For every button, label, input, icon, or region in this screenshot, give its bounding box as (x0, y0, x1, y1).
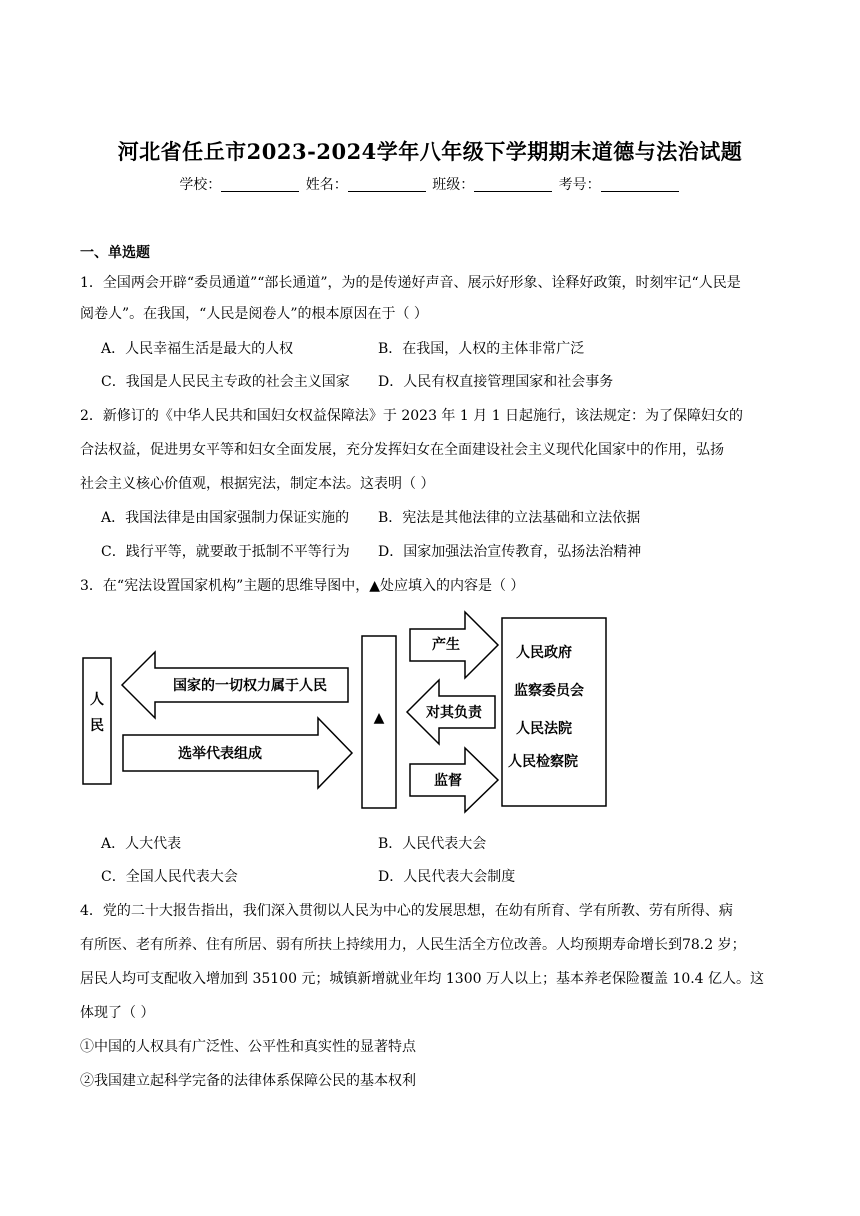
people-label-char-1: 人 (90, 692, 104, 708)
q2-option-d: D．国家加强法治宣传教育，弘扬法治精神 (378, 544, 642, 560)
name-blank (348, 177, 426, 192)
q1-line-1: 1．全国两会开辟“委员通道”“部长通道”，为的是传递好声音、展示好形象、诠释好政策，时刻牢记“人民是 (80, 275, 741, 291)
school-label: 学校： (179, 177, 222, 193)
q4-line-1: 4．党的二十大报告指出，我们深入贯彻以人民为中心的发展思想，在幼有所育、学有所教、劳有所得、病 (80, 903, 733, 919)
q3-option-c: C．全国人民代表大会 (101, 869, 238, 885)
q3-option-d: D．人民代表大会制度 (378, 869, 516, 885)
q4-line-2: 有所医、老有所养、住有所居、弱有所扶上持续用力，人民生活全方位改善。人均预期寿命增长到78.2 岁； (80, 937, 746, 953)
people-label-char-2: 民 (90, 718, 104, 734)
center-triangle: ▲ (373, 710, 385, 726)
supervise-label: 监督 (434, 773, 462, 789)
exam-no-label: 考号： (558, 177, 601, 193)
q4-line-3: 居民人均可支配收入增加到 35100 元；城镇新增就业年均 1300 万人以上；基本养老保险覆盖 10.4 亿人。这 (80, 971, 765, 987)
class-blank (474, 177, 552, 192)
q4-item-2: ②我国建立起科学完备的法律体系保障公民的基本权利 (80, 1073, 416, 1089)
q2-line-1: 2．新修订的《中华人民共和国妇女权益保障法》于 2023 年 1 月 1 日起施行，该法规定：为了保障妇女的 (80, 408, 744, 424)
organ-court: 人民法院 (516, 721, 572, 737)
q1-option-a: A．人民幸福生活是最大的人权 (101, 341, 294, 357)
elect-arrow-label: 选举代表组成 (178, 746, 262, 762)
q3-option-b: B．人民代表大会 (378, 836, 487, 852)
q2-line-3: 社会主义核心价值观，根据宪法，制定本法。这表明（ ） (80, 476, 435, 492)
responsible-label: 对其负责 (426, 705, 482, 721)
student-info-line (0, 174, 860, 194)
organ-government: 人民政府 (516, 645, 572, 661)
section-heading: 一、单选题 (80, 245, 150, 261)
q1-option-d: D．人民有权直接管理国家和社会事务 (378, 374, 614, 390)
mind-map-diagram (80, 608, 640, 818)
q1-option-c: C．我国是人民民主专政的社会主义国家 (101, 374, 350, 390)
q1-line-2: 阅卷人”。在我国，“人民是阅卷人”的根本原因在于（ ） (80, 306, 428, 322)
q4-line-4: 体现了（ ） (80, 1005, 155, 1021)
school-blank (221, 177, 299, 192)
class-label: 班级： (432, 177, 475, 193)
produce-label: 产生 (432, 637, 460, 653)
mind-map-svg (80, 608, 640, 818)
name-label: 姓名： (305, 177, 348, 193)
organ-supervisory-commission: 监察委员会 (514, 683, 584, 699)
q2-option-a: A．我国法律是由国家强制力保证实施的 (101, 510, 350, 526)
organ-procuratorate: 人民检察院 (508, 754, 578, 770)
q2-option-b: B．宪法是其他法律的立法基础和立法依据 (378, 510, 641, 526)
q2-option-c: C．践行平等，就要敢于抵制不平等行为 (101, 544, 350, 560)
power-arrow-label: 国家的一切权力属于人民 (173, 678, 327, 694)
page-title: 河北省任丘市2023-2024学年八年级下学期期末道德与法治试题 (117, 139, 743, 164)
exam-no-blank (601, 177, 679, 192)
q3-option-a: A．人大代表 (101, 836, 182, 852)
q3-line-1: 3．在“宪法设置国家机构”主题的思维导图中，▲处应填入的内容是（ ） (80, 578, 525, 594)
q4-item-1: ①中国的人权具有广泛性、公平性和真实性的显著特点 (80, 1039, 416, 1055)
q1-option-b: B．在我国，人权的主体非常广泛 (378, 341, 585, 357)
q2-line-2: 合法权益，促进男女平等和妇女全面发展，充分发挥妇女在全面建设社会主义现代化国家中的作用，弘扬 (80, 442, 724, 458)
